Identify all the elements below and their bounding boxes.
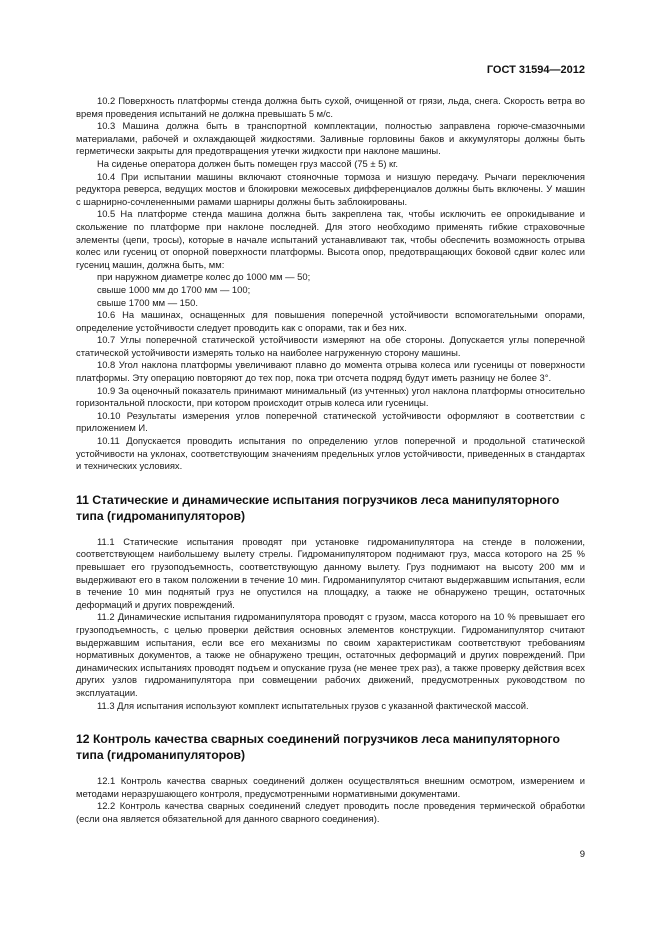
page-body <box>76 95 585 826</box>
spacer <box>76 473 585 492</box>
section-12-heading: 12 Контроль качества сварных соединений погрузчиков леса манипуляторного типа (гидроманипуляторов) <box>76 732 560 763</box>
paragraph-12-2: 12.2 Контроль качества сварных соединений следует проводить после проведения термической обработки (если она является обязательной для данного сварного соединения). <box>76 800 585 824</box>
paragraph-11-3: 11.3 Для испытания используют комплект испытательных грузов с указанной фактической массой. <box>97 699 529 711</box>
spacer <box>76 524 585 536</box>
paragraph-10-6: 10.6 На машинах, оснащенных для повышения поперечной устойчивости вспомогательными опорами, определение устойчивости следует проводить как с опорами, так и без них. <box>76 309 585 333</box>
document-code: ГОСТ 31594—2012 <box>486 64 585 76</box>
paragraph-10-9: 10.9 За оценочный показатель принимают минимальный (из учтенных) угол наклона платформы относительно горизонтальной плоскости, при котором происходит отрыв колеса или гусеницы. <box>76 384 585 409</box>
paragraph-10-7: 10.7 Углы поперечной статической устойчивости измеряют на обе стороны. Допускается углы поперечной статической устойчивости измерять только на наиболее нагруженную сторону машины. <box>76 334 585 358</box>
page-number: 9 <box>579 849 585 860</box>
paragraph-10-5: 10.5 На платформе стенда машина должна быть закреплена так, чтобы исключить ее опрокидывание и скольжение по платформе при наклоне последней. Для этого необходимо применять гибкие страховочные элементы (цепи, тросы), которые в начале испытаний устанавливают так, чтобы обеспечить возможность отрыва колес или гусениц от опорной поверхности платформы. Высота опор, предотвращающих боковой сдвиг колес или гусениц машин, должна быть, мм: <box>76 208 585 270</box>
list-item: свыше 1700 мм — 150. <box>97 296 198 308</box>
paragraph-10-10: 10.10 Результаты измерения углов поперечной статической устойчивости оформляют в соответствии с приложением И. <box>76 409 585 434</box>
paragraph-10-8: 10.8 Угол наклона платформы увеличивают плавно до момента отрыва колеса или гусеницы от поверхности платформы. Эту операцию повторяют до тех пор, пока три отсчета подряд будут иметь разницу не более 3°. <box>76 359 585 384</box>
paragraph-11-2: 11.2 Динамические испытания гидроманипулятора проводят с грузом, масса которого на 10 % превышает его грузоподъемность, с целью проверки действия основных элементов конструкции. Гидроманипулятор считают выдержавшим испытания, если все его механизмы по своим характеристикам соответствуют требованиям нормативных документов, а также не обнаружено трещин, остаточных деформаций и других повреждений. При динамических испытаниях проводят подъем и опускание груза (не менее трех раз), а также проверку действия всех других узлов гидроманипулятора при совмещении рабочих движений, предусмотренных руководством по эксплуатации. <box>76 611 585 698</box>
section-11-heading: 11 Статические и динамические испытания погрузчиков леса манипуляторного типа (гидроманипуляторов) <box>76 492 560 523</box>
spacer <box>76 763 585 775</box>
paragraph-10-2: 10.2 Поверхность платформы стенда должна быть сухой, очищенной от грязи, льда, снега. Скорость ветра во время проведения испытаний не должна превышать 5 м/с. <box>76 95 585 119</box>
paragraph-10-11: 10.11 Допускается проводить испытания по определению углов поперечной и продольной статической устойчивости на уклонах, соответствующим значениям предельных углов устойчивости, приведенных в стандартах и технических условиях. <box>76 435 585 472</box>
spacer <box>76 712 585 731</box>
paragraph-11-1: 11.1 Статические испытания проводят при установке гидроманипулятора на стенде в положении, соответствующем наибольшему вылету стрелы. Гидроманипулятором поднимают груз, масса которого на 25 % превышает его грузоподъемность, соответствующую данному вылету. Груз поднимают на высоту 200 мм и выдерживают его в таком положении в течение 10 мин. Гидроманипулятор считают выдержавшим испытания, если в течение 10 мин поднятый груз не опустился на площадку, а также не обнаружено трещин, остаточных деформаций и других повреждений. <box>76 535 585 610</box>
paragraph-10-3: 10.3 Машина должна быть в транспортной комплектации, полностью заправлена горюче-смазочными материалами, рабочей и охлаждающей жидкостями. Заливные горловины баков и аккумуляторы должны быть герметически закрыты для предотвращения утечки жидкости при наклоне машины. <box>76 120 585 157</box>
paragraph-12-1: 12.1 Контроль качества сварных соединений должен осуществляться внешним осмотром, измерением и методами неразрушающего контроля, предусмотренными нормативными документами. <box>76 775 585 799</box>
list-item: при наружном диаметре колес до 1000 мм — 50; <box>97 271 311 283</box>
paragraph-10-3-load: На сиденье оператора должен быть помещен груз массой (75 ± 5) кг. <box>97 157 399 169</box>
list-item: свыше 1000 мм до 1700 мм — 100; <box>97 283 251 295</box>
paragraph-10-4: 10.4 При испытании машины включают стояночные тормоза и низшую передачу. Рычаги переключения редуктора реверса, ведущих мостов и блокировки межосевых дифференциалов должны быть включены. У машин с шарнирно-сочлененными рамами шарниры должны быть заблокированы. <box>76 170 585 207</box>
